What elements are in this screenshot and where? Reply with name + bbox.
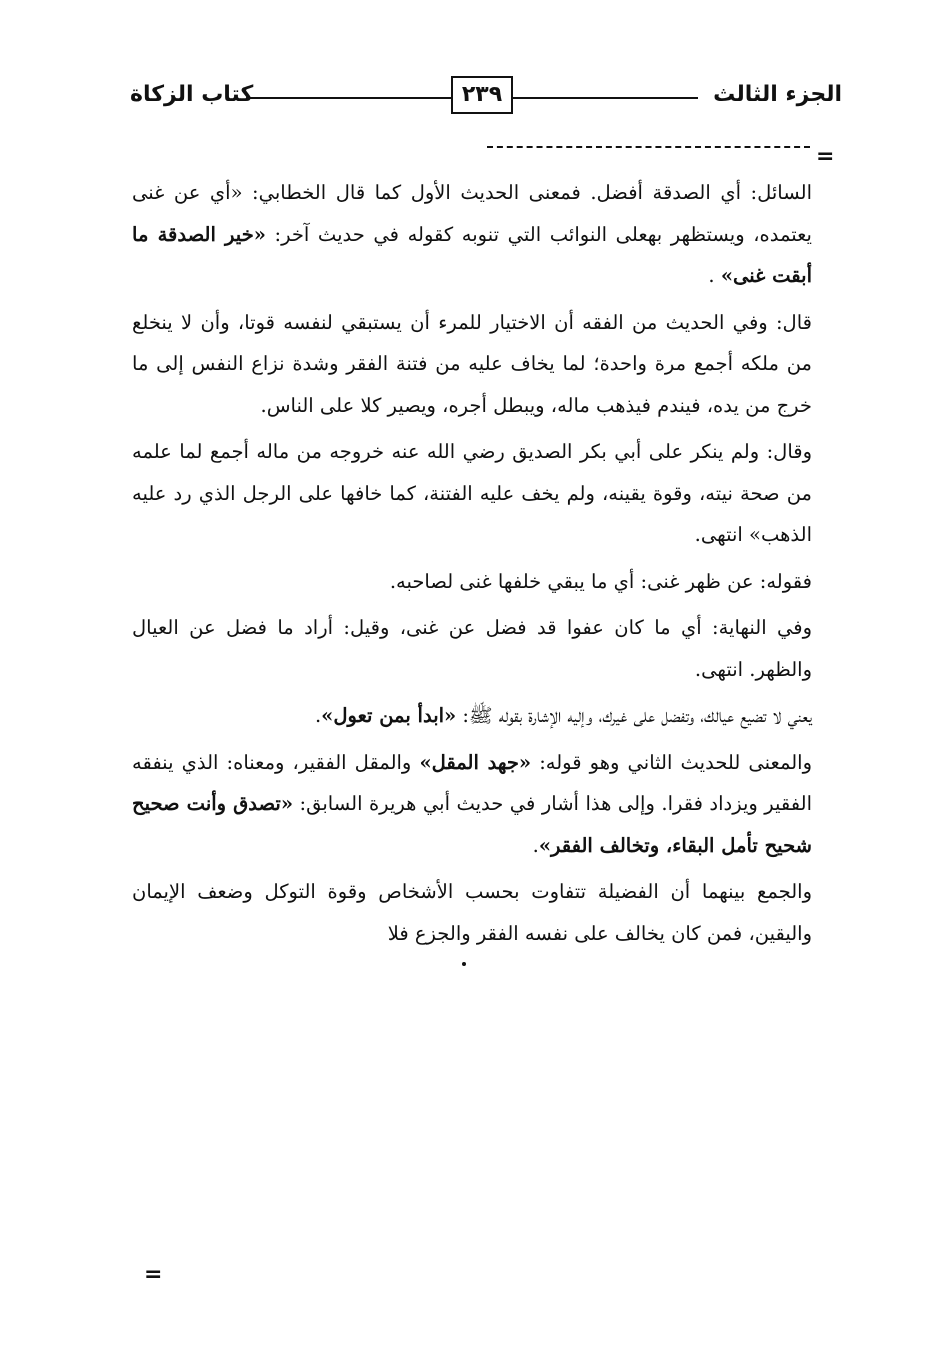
text-segment: .	[532, 833, 539, 857]
continuation-mark-top: =	[816, 144, 835, 169]
stray-dot	[462, 962, 466, 966]
text-segment: وقال: ولم ينكر على أبي بكر الصديق رضي الله عنه خروجه من ماله أجمع لما علمه من صحة نيته، وقوة يقينه، ولم يخف عليه الفتنة، كما خافها على الرجل الذي رد عليه الذهب» انتهى.	[132, 440, 812, 546]
page-number: ٢٣٩	[451, 76, 513, 114]
text-segment: قال: وفي الحديث من الفقه أن الاختيار للمرء أن يستبقي لنفسه قوتا، وأن لا ينخلع من ملكه أجمع مرة واحدة؛ لما يخاف عليه من فتنة الفقر وشدة نزاع النفس إلى ما خرج من يده، فيندم فيذهب ماله، ويبطل أجره، ويصير كلا على الناس.	[132, 310, 812, 417]
text-segment: والجمع بينهما أن الفضيلة تتفاوت بحسب الأشخاص وقوة التوكل وضعف الإيمان واليقين، فمن كان يخالف على نفسه الفقر والجزع فلا	[132, 880, 812, 945]
paragraph	[132, 871, 812, 954]
text-segment: .	[708, 264, 721, 287]
text-segment: والمعنى للحديث الثاني وهو قوله:	[531, 750, 812, 774]
text-segment: وفي النهاية: أي ما كان عفوا قد فضل عن غنى، وقيل: أراد ما فضل عن العيال والظهر. انتهى.	[132, 616, 812, 681]
paragraph	[132, 742, 812, 867]
text-segment: فقوله: عن ظهر غنى: أي ما يبقي خلفها غنى لصاحبه.	[389, 569, 812, 593]
hadith-quote: «تصدق وأنت صحيح شحيح تأمل البقاء، وتخالف الفقر»	[132, 792, 812, 857]
continuation-mark-bottom: =	[144, 1262, 163, 1287]
header-rule-left	[248, 97, 451, 99]
paragraph	[132, 695, 812, 737]
paragraph	[132, 172, 812, 297]
paragraph	[132, 561, 812, 603]
hadith-quote: «ابدأ بمن تعول»	[321, 704, 457, 727]
paragraph	[132, 302, 812, 427]
text-segment: يعني لا تضيع عيالك، وتفضل على غيرك، وإليه الإشارة بقوله ﷺ:	[456, 704, 812, 727]
paragraph	[132, 607, 812, 690]
hadith-quote: «خير الصدقة ما أبقت غنى»	[132, 222, 812, 287]
text-segment: السائل: أي الصدقة أفضل. فمعنى الحديث الأول كما قال الخطابي: «أي عن غنى يعتمده، ويستظهر بهعلى النوائب التي تنوبه كقوله في حديث آخر:	[132, 181, 812, 246]
page-body	[132, 172, 812, 959]
header-rule-right	[513, 97, 698, 99]
paragraph	[132, 431, 812, 556]
footnote-separator	[487, 146, 810, 148]
text-segment: .	[314, 704, 322, 727]
hadith-quote: «جهد المقل»	[419, 750, 532, 774]
text-segment: والمقل الفقير، ومعناه: الذي ينفقه الفقير ويزداد فقرا. وإلى هذا أشار في حديث أبي هريرة السابق:	[132, 750, 813, 815]
page-header	[130, 72, 842, 128]
part-title: الجزء الثالث	[713, 82, 842, 107]
book-title: كتاب الزكاة	[130, 82, 254, 107]
